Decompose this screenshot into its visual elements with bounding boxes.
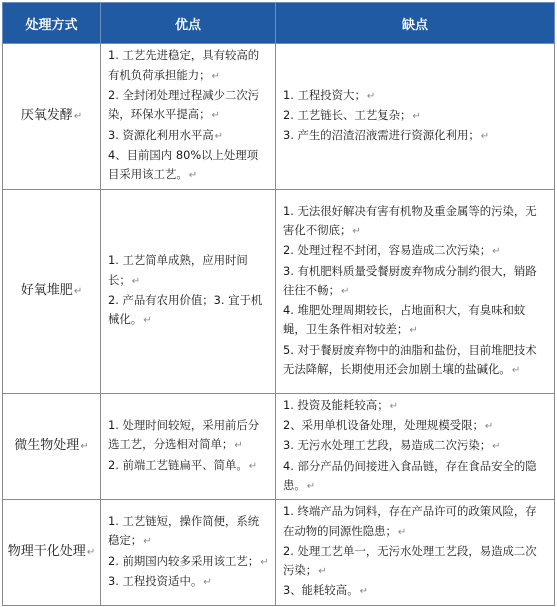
pros-line: 1. 工艺简单成熟，应用时间长；↵ (108, 253, 248, 287)
cons-line: 2. 工艺链长、工艺复杂；↵ (283, 107, 421, 122)
pros-line: 2. 全封闭处理过程减少二次污染，环保水平提高；↵ (108, 88, 260, 122)
method-cell: 好氧堆肥↵ (3, 190, 101, 394)
pros-line: 3. 工程投资适中。↵ (108, 573, 212, 588)
header-pros: 优点 (101, 3, 276, 44)
cons-line: 3. 无污水处理工艺段，易造成二次污染；↵ (283, 438, 501, 453)
cons-line: 3. 产生的沼渣沼液需进行资源化利用；↵ (283, 128, 490, 143)
pros-line: 4、目前国内 80%以上处理项目采用该工艺。↵ (108, 147, 259, 182)
table-row (3, 44, 555, 190)
pros-line: 1. 工艺先进稳定，具有较高的有机负荷承担能力；↵ (108, 48, 260, 82)
header-row (3, 3, 555, 44)
pros-line: 3. 资源化利用水平高↵ (108, 127, 224, 142)
table-row (3, 500, 555, 606)
method-cell: 厌氧发酵↵ (3, 44, 101, 190)
pros-line: 2. 前期国内较多采用该工艺；↵ (108, 553, 269, 568)
cons-line: 3、能耗较高。↵ (283, 583, 368, 598)
cons-line: 4. 部分产品仍间接进入食品链，存在食品安全的隐患。↵ (283, 458, 537, 492)
pros-line: 2. 前端工艺链扁平、简单。↵ (108, 457, 258, 472)
pros-cell (101, 500, 276, 606)
cons-line: 1. 工程投资大；↵ (283, 87, 376, 102)
comparison-table (2, 2, 555, 606)
cons-line: 1. 终端产品为饲料，存在产品许可的政策风险，存在动物的同源性隐患；↵ (283, 504, 537, 538)
cons-line: 5. 对于餐厨废弃物中的油脂和盐份，目前堆肥技术无法降解，长期使用还会加剧土壤的盐碱化。↵ (283, 342, 537, 377)
cons-line: 3. 有机肥料质量受餐厨废弃物成分制约很大，销路往往不畅；↵ (283, 263, 537, 297)
header-cons: 缺点 (276, 3, 555, 44)
pros-line: 1. 工艺链短，操作简便，系统稳定；↵ (108, 513, 260, 548)
pros-line: 2. 产品有农用价值；3. 宜于机械化。↵ (108, 293, 263, 327)
pros-line: 1. 处理时间较短，采用前后分选工艺，分选相对简单；↵ (108, 418, 260, 452)
pros-cell (101, 44, 276, 190)
cons-line: 2. 处理工艺单一，无污水处理工艺段，易造成二次污染；↵ (283, 543, 537, 578)
cons-cell (276, 44, 555, 190)
cons-line: 1. 投资及能耗较高；↵ (283, 397, 399, 412)
cons-line: 1. 无法很好解决有害有机物及重金属等的污染，无害化不彻底；↵ (283, 203, 537, 237)
method-cell: 物理干化处理↵ (3, 500, 101, 606)
header-method: 处理方式 (3, 3, 101, 44)
cons-line: 2. 处理过程不封闭，容易造成二次污染；↵ (283, 243, 501, 258)
table-row (3, 394, 555, 500)
cons-cell (276, 394, 555, 500)
cons-cell (276, 190, 555, 394)
cons-line: 4. 堆肥处理周期较长，占地面积大，有臭味和蚊蝇，卫生条件相对较差；↵ (283, 303, 526, 337)
method-cell: 微生物处理↵ (3, 394, 101, 500)
pros-cell (101, 394, 276, 500)
cons-cell (276, 500, 555, 606)
cons-line: 2、采用单机设备处理，处理规模受限；↵ (283, 418, 494, 433)
pros-cell (101, 190, 276, 394)
table-row (3, 190, 555, 394)
